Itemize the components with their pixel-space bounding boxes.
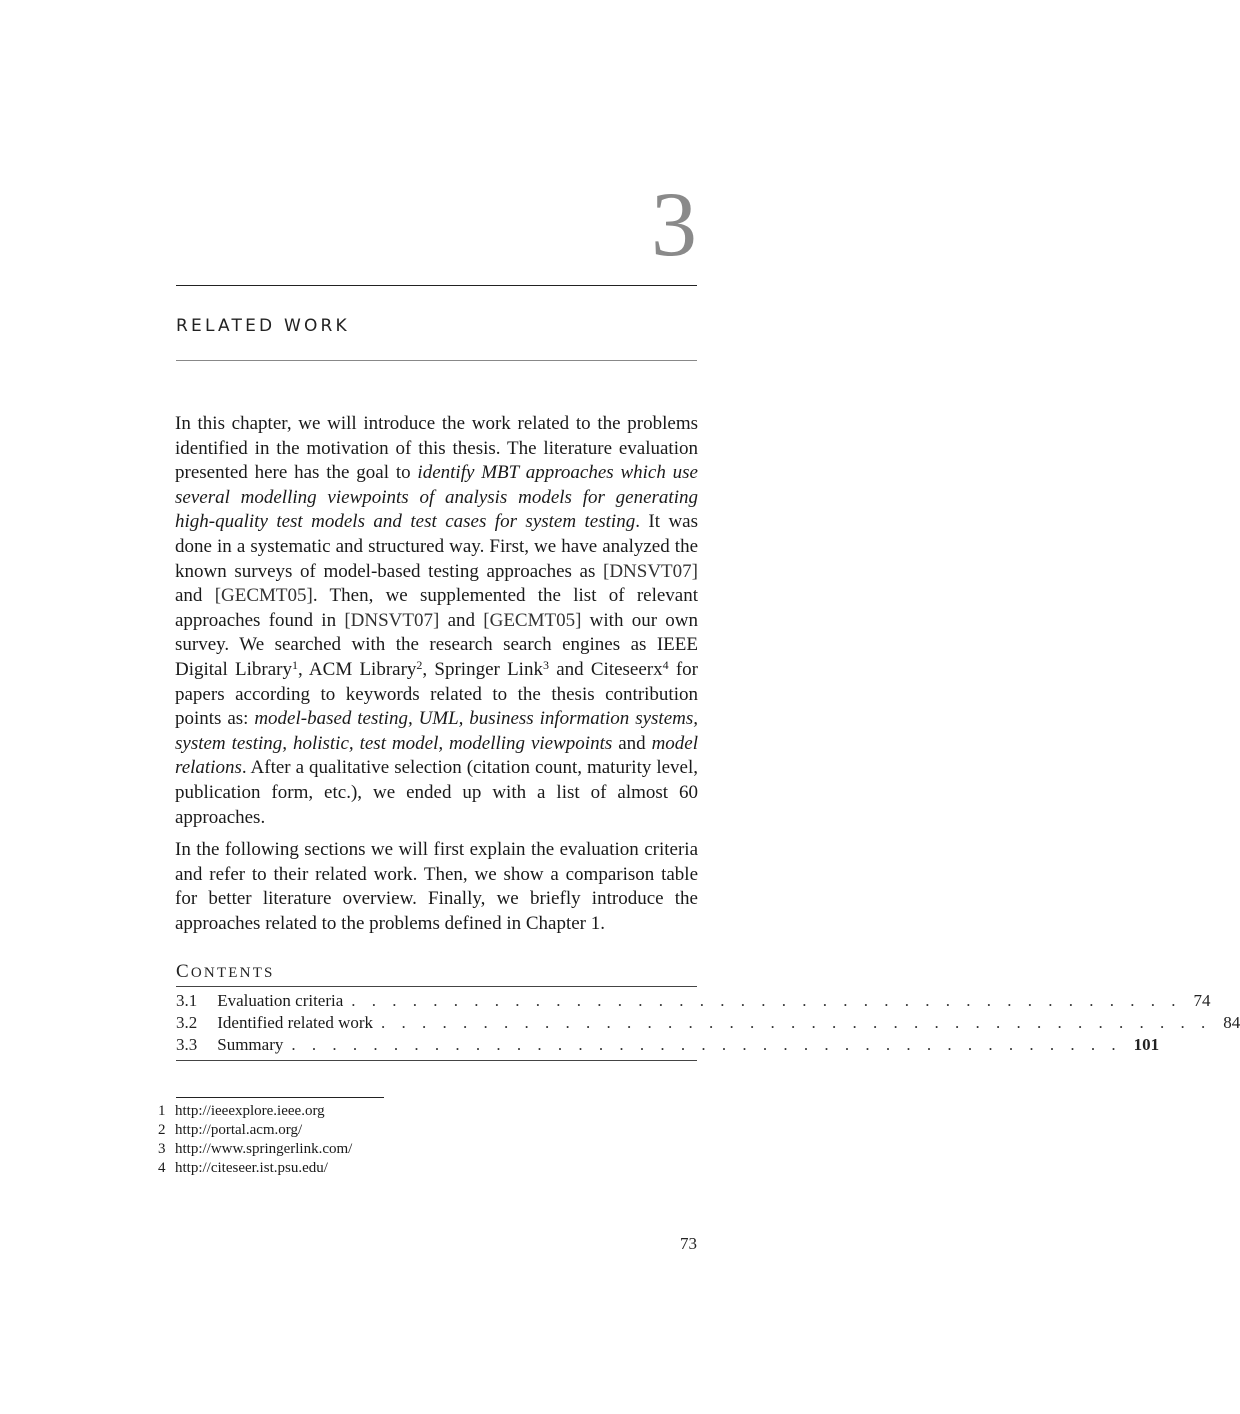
toc-leader-dots: . . . . . . . . . . . . . . . . . . . . . . . . . . . . . . . . . . . . . . . . . [381, 1013, 1212, 1032]
toc-page-number: 84 [1223, 1013, 1240, 1032]
emphasis-text: model-based testing, UML, business information systems, system testing, holistic, test model, modelling viewpoints [175, 708, 698, 754]
text-run: , ACM Library [297, 658, 417, 680]
citation[interactable]: [DNSVT07] [603, 560, 698, 582]
toc-leader-dots: . . . . . . . . . . . . . . . . . . . . . . . . . . . . . . . . . . . . . . . . . [291, 1035, 1122, 1054]
toc-section-title[interactable]: Identified related work [217, 1013, 374, 1032]
footnote-3 [158, 1140, 718, 1159]
text-run: and [175, 585, 215, 607]
footnote-marker[interactable]: 3 [542, 657, 549, 672]
chapter-top-rule [176, 285, 697, 286]
paragraph-outline [175, 838, 698, 936]
toc-leader-dots: . . . . . . . . . . . . . . . . . . . . . . . . . . . . . . . . . . . . . . . . . [351, 991, 1182, 1010]
footnotes [158, 1102, 718, 1178]
text-run: with our own survey. We searched with the research search engines as IEEE Digital Library [175, 609, 699, 680]
toc-section-number: 3.2 [176, 1013, 198, 1032]
chapter-number: 3 [651, 173, 697, 275]
contents-heading: CONTENTS [176, 961, 697, 987]
citation[interactable]: [DNSVT07] [344, 609, 440, 631]
chapter-bottom-rule [176, 360, 697, 361]
footnote-marker[interactable]: 4 [662, 657, 669, 672]
citation[interactable]: [GECMT05] [214, 585, 313, 607]
paragraph-intro [175, 412, 698, 830]
toc-entry-summary[interactable] [176, 1035, 1160, 1057]
toc-section-number: 3.3 [176, 1035, 198, 1054]
text-run: and [612, 732, 652, 754]
footnote-2 [158, 1121, 718, 1140]
citation[interactable]: [GECMT05] [483, 609, 582, 631]
chapter-title: RELATED WORK [176, 316, 350, 336]
toc-section-title[interactable]: Summary [217, 1035, 284, 1054]
footnote-1 [158, 1102, 718, 1121]
footnote-marker[interactable]: 1 [291, 657, 298, 672]
footnote-link[interactable]: http://portal.acm.org/ [175, 1122, 303, 1138]
text-run: In the following sections we will first explain the evaluation criteria and refer to their related work. Then, we show a comparison table for better literature overview. Finally, we briefly introduce the approaches related to the problems defined in Chapter 1. [175, 839, 698, 934]
footnote-marker[interactable]: 2 [416, 657, 423, 672]
toc-page-number: 101 [1133, 1035, 1160, 1054]
emphasis-text: model relations [175, 732, 699, 779]
text-run: . It was done in a systematic and structured way. First, we have analyzed the known surveys of model-based testing approaches as [175, 511, 699, 582]
text-run: and [439, 609, 484, 631]
toc-page-number: 74 [1193, 991, 1211, 1010]
toc-entry-evaluation-criteria[interactable] [176, 991, 1211, 1013]
text-run: and Citeseerx [548, 658, 663, 680]
text-run: . Then, we supplemented the list of relevant approaches found in [175, 585, 698, 631]
toc-entry-identified-related-work[interactable] [176, 1013, 1240, 1035]
footnote-rule [176, 1097, 384, 1098]
chapter-contents [176, 961, 1240, 1061]
page-number: 73 [680, 1234, 697, 1253]
toc-section-number: 3.1 [176, 991, 198, 1010]
footnote-number: 1 [158, 1103, 166, 1119]
body-text [175, 412, 698, 936]
emphasis-text: identify MBT approaches which use several modelling viewpoints of analysis models for generating high-quality test models and test cases for system testing [175, 462, 698, 533]
text-run: In this chapter, we will introduce the work related to the problems identified in the motivation of this thesis. The literature evaluation presented here has the goal to [175, 413, 698, 484]
footnote-number: 4 [158, 1160, 166, 1176]
footnote-number: 3 [158, 1141, 166, 1157]
toc-section-title[interactable]: Evaluation criteria [217, 991, 344, 1010]
toc-list [176, 987, 1240, 1061]
footnote-number: 2 [158, 1122, 166, 1138]
text-run: . After a qualitative selection (citation count, maturity level, publication form, etc.), we ended up with a list of almost 60 approaches. [175, 757, 698, 828]
text-run: for papers according to keywords related to the thesis contribution points as: [175, 658, 699, 730]
footnote-link[interactable]: http://citeseer.ist.psu.edu/ [175, 1160, 328, 1176]
text-run: , Springer Link [422, 658, 543, 680]
footnote-4 [158, 1159, 718, 1178]
footnote-link[interactable]: http://www.springerlink.com/ [175, 1141, 353, 1157]
footnote-link[interactable]: http://ieeexplore.ieee.org [175, 1103, 325, 1119]
